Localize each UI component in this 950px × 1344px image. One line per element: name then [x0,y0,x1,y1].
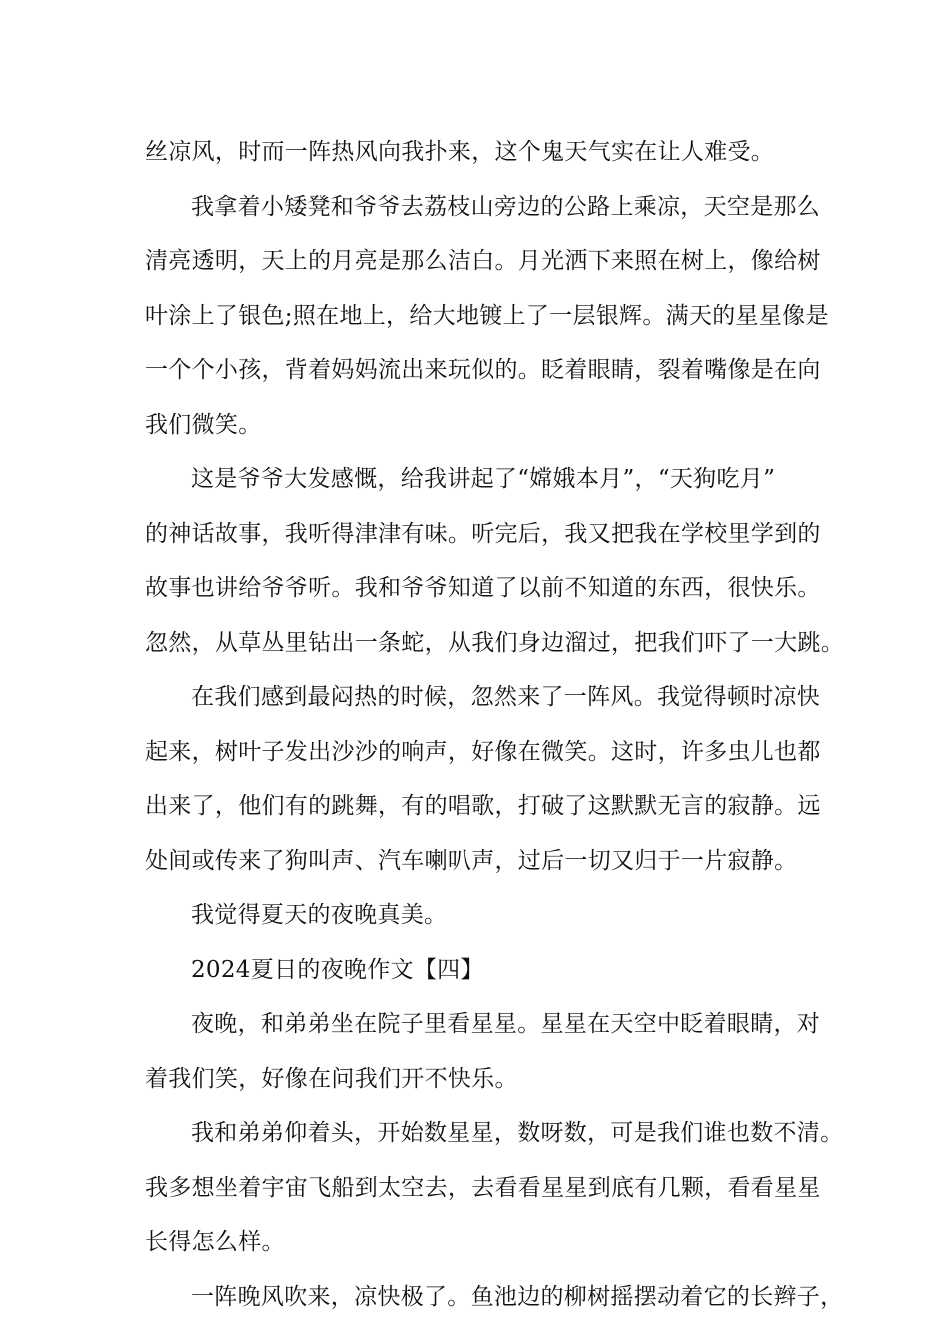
text-line: 我多想坐着宇宙飞船到太空去，去看看星星到底有几颗，看看星星 [145,1174,821,1201]
text-line: 夜晚，和弟弟坐在院子里看星星。星星在天空中眨着眼睛，对 [191,1011,821,1037]
text-line: 丝凉风，时而一阵热风向我扑来，这个鬼天气实在让人难受。 [145,139,775,165]
text-line: 这是爷爷大发感慨，给我讲起了“嫦娥本月”，“天狗吃月” [191,466,776,492]
text-line: 长得怎么样。 [145,1229,285,1255]
text-line: 我们微笑。 [145,411,262,438]
text-line: 在我们感到最闷热的时候，忽然来了一阵风。我觉得顿时凉快 [191,684,821,710]
text-line: 我觉得夏天的夜晚真美。 [191,902,448,928]
text-line: 一阵晚风吹来，凉快极了。鱼池边的柳树摇摆动着它的长辫子， [191,1283,844,1310]
text-line: 处间或传来了狗叫声、汽车喇叭声，过后一切又归于一片寂静。 [145,847,798,874]
text-line: 叶涂上了银色;照在地上，给大地镀上了一层银辉。满天的星星像是 [145,302,829,329]
text-line: 我拿着小矮凳和爷爷去荔枝山旁边的公路上乘凉，天空是那么 [191,193,821,220]
text-line: 出来了，他们有的跳舞，有的唱歌，打破了这默默无言的寂静。远 [145,793,821,819]
text-line: 故事也讲给爷爷听。我和爷爷知道了以前不知道的东西，很快乐。 [145,575,821,601]
text-line: 的神话故事，我听得津津有味。听完后，我又把我在学校里学到的 [145,520,821,547]
text-line: 我和弟弟仰着头，开始数星星，数呀数，可是我们谁也数不清。 [191,1120,844,1146]
text-line: 清亮透明，天上的月亮是那么洁白。月光洒下来照在树上，像给树 [145,248,821,274]
text-line: 一个个小孩，背着妈妈流出来玩似的。眨着眼睛，裂着嘴像是在向 [145,357,821,383]
text-line: 起来，树叶子发出沙沙的响声，好像在微笑。这时，许多虫儿也都 [145,738,821,765]
text-line: 2024夏日的夜晚作文【四】 [191,956,484,983]
text-line: 忽然，从草丛里钻出一条蛇，从我们身边溜过，把我们吓了一大跳。 [145,629,844,656]
document-body [145,125,844,1324]
text-line: 着我们笑，好像在问我们开不快乐。 [145,1065,518,1092]
